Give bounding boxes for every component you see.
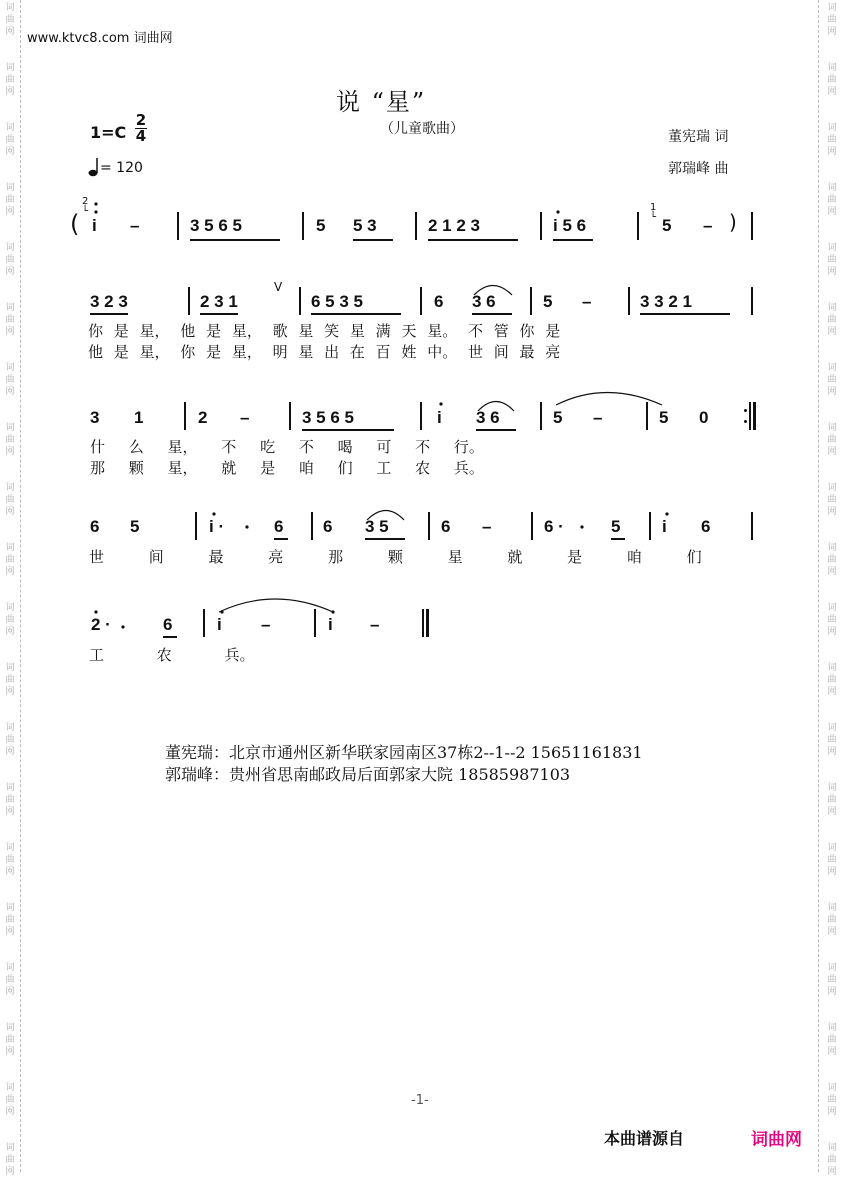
notes: 6 — [323, 517, 333, 536]
notes: i — [437, 408, 442, 427]
breath-mark: V — [274, 280, 283, 294]
notes: 1 — [134, 408, 144, 427]
notes: 3 5 — [365, 517, 389, 536]
lyrics-verse-2: 他 是 星， 你 是 星， 明 星 出 在 百 姓 中。 世 间 最 亮 — [88, 343, 561, 361]
watermark-text: 词 曲 网 — [827, 663, 837, 697]
key-signature: 1=C — [90, 123, 127, 142]
site-url[interactable]: www.ktvc8.com 词曲网 — [27, 31, 173, 46]
watermark-text: 词 曲 网 — [827, 123, 837, 157]
watermark-text: 词 曲 网 — [5, 1143, 15, 1177]
notes: 3 5 6 5 — [302, 408, 354, 427]
volta-2-mark: 2 └ — [82, 196, 89, 217]
watermark-text: 词 曲 网 — [827, 843, 837, 877]
watermark-text: 词 曲 网 — [5, 363, 15, 397]
notes: 6 — [701, 517, 711, 536]
intro-note: 5 — [662, 216, 672, 235]
notes: 3 6 — [476, 408, 500, 427]
volta-1-mark: 1 └ — [650, 202, 657, 223]
watermark-text: 词 曲 网 — [827, 243, 837, 277]
notes: 6 — [434, 292, 444, 311]
lyrics-verse-1: 你 是 星， 他 是 星， 歌 星 笑 星 满 天 星。 不 管 你 是 — [88, 322, 561, 340]
open-paren: ( — [70, 210, 80, 238]
watermark-text: 词 曲 网 — [827, 963, 837, 997]
notes: 5 — [611, 517, 621, 536]
watermark-text: 词 曲 网 — [5, 963, 15, 997]
watermark-text: 词 曲 网 — [827, 1083, 837, 1117]
watermark-text: 词 曲 网 — [5, 63, 15, 97]
notes: 3 2 3 — [90, 292, 128, 311]
notes: 3 6 — [472, 292, 496, 311]
lyricist-credit: 董宪瑞 词 — [668, 129, 729, 145]
notes: i · — [209, 517, 225, 536]
lyrics: 工 农 兵。 — [89, 646, 255, 664]
watermark-text: 词 曲 网 — [5, 123, 15, 157]
song-subtitle: （儿童歌曲） — [380, 121, 464, 137]
notes: 3 — [90, 408, 100, 427]
notes: 2 3 1 — [200, 292, 238, 311]
notes: 6 — [274, 517, 284, 536]
watermark-text: 词 曲 网 — [827, 423, 837, 457]
watermark-text: 词 曲 网 — [827, 783, 837, 817]
contact-lyricist: 董宪瑞：北京市通州区新华联家园南区37栋2--1--2 15651161831 — [165, 743, 643, 762]
watermark-text: 词 曲 网 — [5, 423, 15, 457]
notes: i — [217, 615, 222, 634]
watermark-text: 词 曲 网 — [5, 183, 15, 217]
composer-credit: 郭瑞峰 曲 — [668, 161, 729, 177]
page-number: -1- — [411, 1093, 429, 1108]
watermark-text: 词 曲 网 — [5, 663, 15, 697]
notes: 6 · — [544, 517, 564, 536]
intro-group: 5 3 — [353, 216, 377, 235]
watermark-text: 词 曲 网 — [827, 183, 837, 217]
notes: 5 — [130, 517, 140, 536]
watermark-text: 词 曲 网 — [5, 3, 15, 37]
intro-dash: – — [703, 216, 713, 235]
notes: i — [662, 517, 667, 536]
notes: 6 — [163, 615, 173, 634]
watermark-text: 词 曲 网 — [5, 843, 15, 877]
watermark-text: 词 曲 网 — [827, 303, 837, 337]
time-bottom: 4 — [135, 127, 147, 145]
watermark-text: 词 曲 网 — [5, 723, 15, 757]
watermark-text: 词 曲 网 — [5, 483, 15, 517]
lyrics: 世 间 最 亮 那 颗 星 就 是 咱 们 — [89, 548, 702, 566]
source-site-link[interactable]: 词曲网 — [751, 1130, 802, 1150]
watermark-text: 词 曲 网 — [827, 363, 837, 397]
watermark-text: 词 曲 网 — [827, 1023, 837, 1057]
watermark-text: 词 曲 网 — [827, 603, 837, 637]
notes: – — [593, 408, 603, 427]
watermark-text: 词 曲 网 — [827, 63, 837, 97]
intro-note: 5 — [316, 216, 326, 235]
watermark-text: 词 曲 网 — [827, 3, 837, 37]
notes: 2 · — [91, 615, 111, 634]
notes: 5 — [659, 408, 669, 427]
watermark-text: 词 曲 网 — [5, 243, 15, 277]
watermark-text: 词 曲 网 — [827, 483, 837, 517]
source-label: 本曲谱源自 — [604, 1129, 685, 1148]
notes: 6 — [441, 517, 451, 536]
watermark-text: 词 曲 网 — [827, 543, 837, 577]
tempo: = 120 — [100, 160, 143, 176]
notes: – — [240, 408, 250, 427]
notes: 5 — [553, 408, 563, 427]
watermark-text: 词 曲 网 — [5, 303, 15, 337]
time-top: 2 — [135, 111, 147, 129]
intro-group: 2 1 2 3 — [428, 216, 480, 235]
lyrics-verse-1: 什 么 星， 不 吃 不 喝 可 不 行。 — [90, 438, 484, 456]
watermark-text: 词 曲 网 — [5, 543, 15, 577]
watermark-text: 词 曲 网 — [5, 783, 15, 817]
close-paren: ) — [729, 210, 737, 234]
watermark-text: 词 曲 网 — [827, 723, 837, 757]
notes: i — [328, 615, 333, 634]
notes: – — [370, 615, 380, 634]
watermark-text: 词 曲 网 — [827, 903, 837, 937]
intro-dash: – — [130, 216, 140, 235]
notes: 3 3 2 1 — [640, 292, 692, 311]
notes: 5 — [543, 292, 553, 311]
notes: – — [261, 615, 271, 634]
intro-note: i — [92, 216, 97, 235]
watermark-text: 词 曲 网 — [5, 1023, 15, 1057]
watermark-text: 词 曲 网 — [5, 903, 15, 937]
song-title: 说 “星” — [336, 88, 427, 116]
notes: 0 — [699, 408, 709, 427]
watermark-text: 词 曲 网 — [5, 603, 15, 637]
intro-group: i 5 6 — [553, 216, 587, 235]
contact-composer: 郭瑞峰：贵州省思南邮政局后面郭家大院 18585987103 — [165, 765, 571, 784]
lyrics-verse-2: 那 颗 星， 就 是 咱 们 工 农 兵。 — [90, 459, 484, 477]
watermark-text: 词 曲 网 — [5, 1083, 15, 1117]
notes: – — [582, 292, 592, 311]
notes: 2 — [198, 408, 208, 427]
intro-group: 3 5 6 5 — [190, 216, 242, 235]
notes: 6 — [90, 517, 100, 536]
notes: 6 5 3 5 — [311, 292, 363, 311]
notes: – — [482, 517, 492, 536]
watermark-text: 词 曲 网 — [827, 1143, 837, 1177]
